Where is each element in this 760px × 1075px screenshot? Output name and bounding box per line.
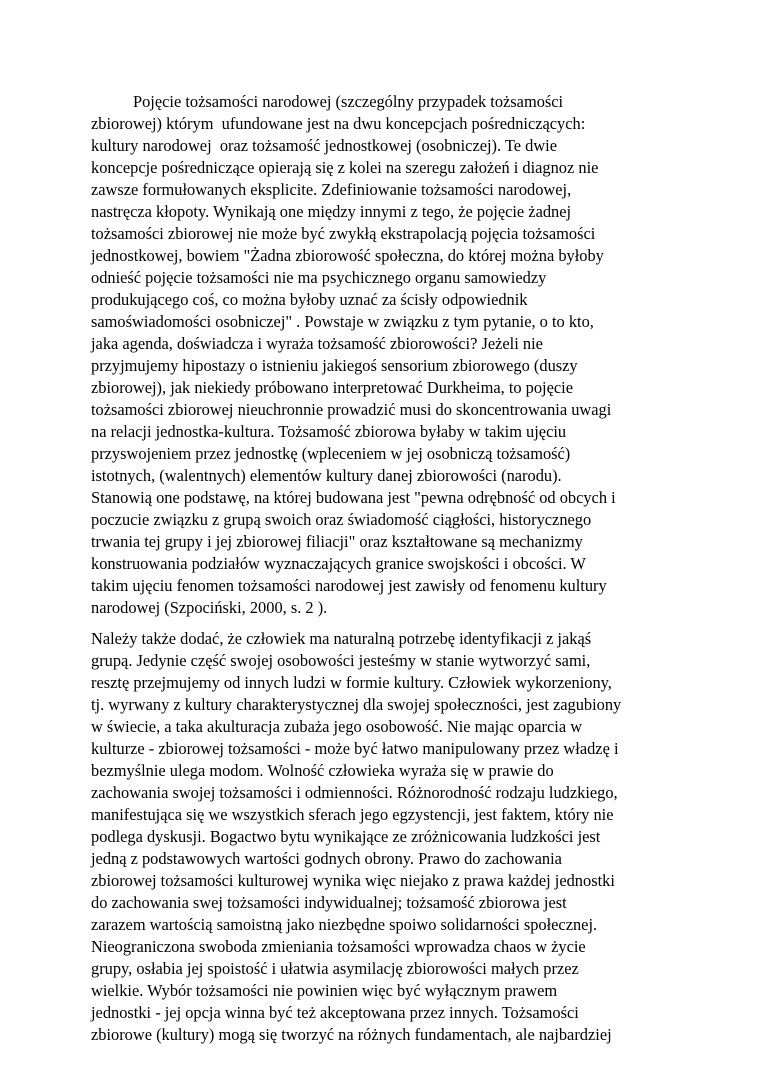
text-line: Nieograniczona swoboda zmieniania tożsamości wprowadza chaos w życie [91,937,586,956]
text-line: tożsamości zbiorowej nieuchronnie prowadzić musi do skoncentrowania uwagi [91,400,612,419]
text-line: kulturze - zbiorowej tożsamości - może być łatwo manipulowany przez władzę i [91,739,619,758]
text-line: bezmyślnie ulega modom. Wolność człowieka wyraża się w prawie do [91,761,554,780]
text-line: resztę przejmujemy od innych ludzi w formie kultury. Człowiek wykorzeniony, [91,673,612,692]
text-line: zbiorowej tożsamości kulturowej wynika więc niejako z prawa każdej jednostki [91,871,615,890]
text-line: trwania tej grupy i jej zbiorowej filiacji" oraz kształtowane są mechanizmy [91,532,583,551]
text-line: tożsamości zbiorowej nie może być zwykłą ekstrapolacją pojęcia tożsamości [91,224,596,243]
text-line: zachowania swojej tożsamości i odmienności. Różnorodność rodzaju ludzkiego, [91,783,618,802]
text-line: tj. wyrwany z kultury charakterystycznej dla swojej społeczności, jest zagubiony [91,695,622,714]
text-line: koncepcje pośredniczące opierają się z kolei na szeregu założeń i diagnoz nie [91,158,599,177]
text-line: takim ujęciu fenomen tożsamości narodowej jest zawisły od fenomenu kultury [91,576,607,595]
text-line: do zachowania swej tożsamości indywidualnej; tożsamość zbiorowa jest [91,893,567,912]
text-line: jaka agenda, doświadcza i wyraża tożsamość zbiorowości? Jeżeli nie [91,334,543,353]
text-line: Stanowią one podstawę, na której budowana jest "pewna odrębność od obcych i [91,488,616,507]
text-line: nastręcza kłopoty. Wynikają one między innymi z tego, że pojęcie żadnej [91,202,572,221]
text-line: zbiorowej), jak niekiedy próbowano interpretować Durkheima, to pojęcie [91,378,573,397]
text-line: jednostkowej, bowiem "Żadna zbiorowość społeczna, do której można byłoby [91,246,604,265]
text-line: zbiorowe (kultury) mogą się tworzyć na różnych fundamentach, ale najbardziej [91,1025,612,1044]
text-line: konstruowania podziałów wyznaczających granice swojskości i obcości. W [91,554,586,573]
text-line: podlega dyskusji. Bogactwo bytu wynikające ze zróżnicowania ludzkości jest [91,827,601,846]
text-line: na relacji jednostka-kultura. Tożsamość zbiorowa byłaby w takim ujęciu [91,422,567,441]
text-line: przyjmujemy hipostazy o istnieniu jakiegoś sensorium zbiorowego (duszy [91,356,578,375]
text-line: odnieść pojęcie tożsamości nie ma psychicznego organu samowiedzy [91,268,547,287]
text-line: Pojęcie tożsamości narodowej (szczególny przypadek tożsamości [133,92,564,111]
text-line: grupą. Jedynie część swojej osobowości jesteśmy w stanie wytworzyć sami, [91,651,591,670]
text-line: samoświadomości osobniczej" . Powstaje w związku z tym pytanie, o to kto, [91,312,594,331]
text-line: wielkie. Wybór tożsamości nie powinien więc być wyłącznym prawem [91,981,558,1000]
text-line: w świecie, a taka akulturacja zubaża jego osobowość. Nie mając oparcia w [91,717,583,736]
text-line: produkującego coś, co można byłoby uznać za ścisły odpowiednik [91,290,528,309]
text-line: poczucie związku z grupą swoich oraz świadomość ciągłości, historycznego [91,510,592,529]
text-line: grupy, osłabia jej spoistość i ułatwia asymilację zbiorowości małych przez [91,959,579,978]
text-line: jednostki - jej opcja winna być też akceptowana przez innych. Tożsamości [91,1003,579,1022]
text-line: istotnych, (walentnych) elementów kultury danej zbiorowości (narodu). [91,466,562,485]
text-line: zawsze formułowanych eksplicite. Zdefiniowanie tożsamości narodowej, [91,180,572,199]
text-line: kultury narodowej oraz tożsamość jednostkowej (osobniczej). Te dwie [91,136,558,155]
text-line: narodowej (Szpociński, 2000, s. 2 ). [91,598,328,617]
text-line: zarazem wartością samoistną jako niezbędne spoiwo solidarności społecznej. [91,915,598,934]
text-line: manifestująca się we wszystkich sferach jego egzystencji, jest faktem, który nie [91,805,614,824]
text-line: zbiorowej) którym ufundowane jest na dwu koncepcjach pośredniczących: [91,114,586,133]
text-line: przyswojeniem przez jednostkę (wpleceniem w jej osobniczą tożsamość) [91,444,571,463]
text-line: jedną z podstawowych wartości godnych obrony. Prawo do zachowania [91,849,562,868]
text-line: Należy także dodać, że człowiek ma naturalną potrzebę identyfikacji z jakąś [91,629,592,648]
